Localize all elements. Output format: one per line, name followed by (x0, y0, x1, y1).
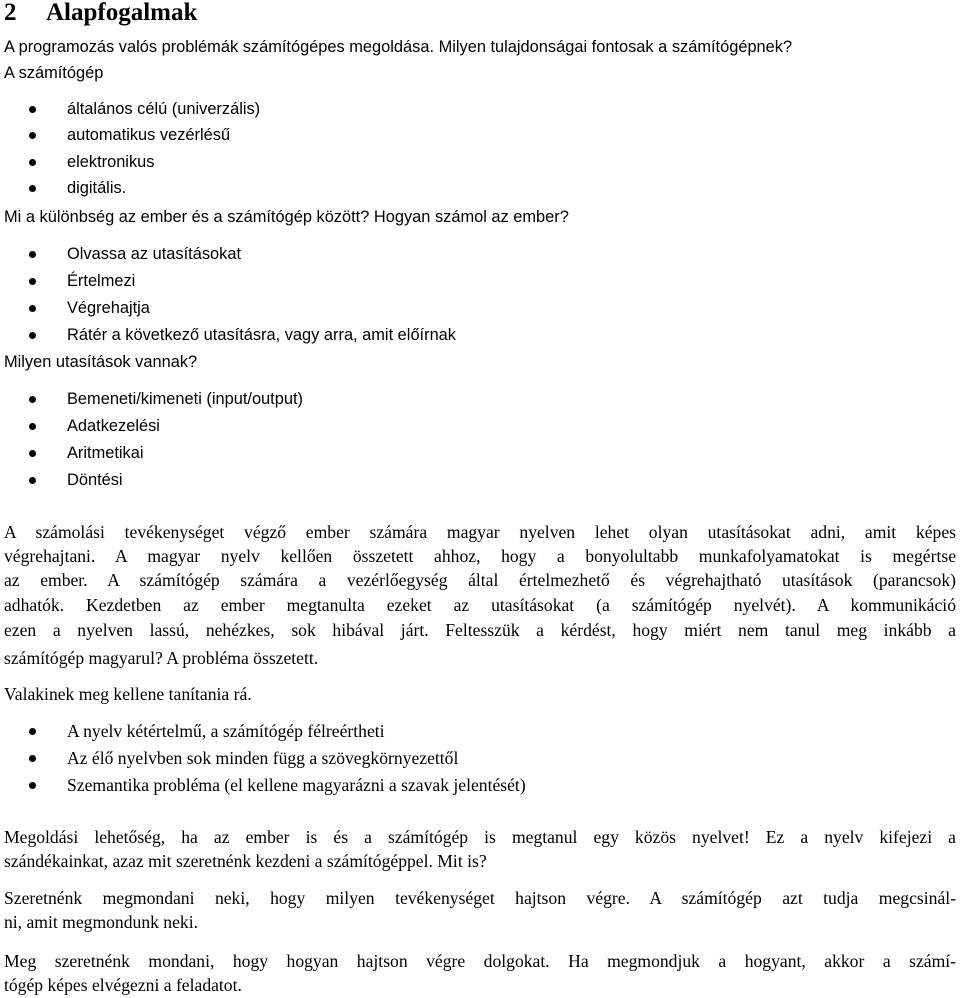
paragraph-line: ni, amit megmondunk neki. (4, 912, 198, 932)
intro-line: A számítógép (4, 64, 104, 82)
document-page: 2 Alapfogalmak A programozás valós problémák számítógépes megoldása. Milyen tulajdonságai fontosak a számítógépnek? A számítógép általános célú (univerzális) automatikus vezérlésű elektronikus digitális. Mi a különbség az ember és a számítógép között? Hogyan számol az ember? Olvassa az utasításokat Értelmezi Végrehajtja Rátér a következő utasításra, vagy arra, amit előírnak Milyen utasítások vannak? Bemeneti/kimeneti (input/output) Adatkezelési Aritmetikai Döntési A számolási tevékenységet végző ember számára magyar nyelven lehet olyan utasításokat adni, amit képes végrehajtani. A magyar nyelv kellően összetett ahhoz, hogy a bonyolultabb munkafolyamatokat is megértse az ember. A számítógép számára a vezérlőegység által értelmezhető és végrehajtható utasítások (parancsok) adhatók. Kezdetben az ember megtanulta ezeket az utasításokat (a számítógép nyelvét). A kommunikáció ezen a nyelven lassú, nehézkes, sok hibával járt. Feltesszük a kérdést, hogy miért nem tanul meg inkább a számítógép magyarul? A probléma összetett. Valakinek meg kellene tanítania rá. A nyelv kétértelmű, a számítógép félreértheti Az élő nyelvben sok minden függ a szövegkörnyezettől Szemantika probléma (el kellene magyarázni a szavak jelentését) Megoldási lehetőség, ha az ember is és a számítógép is megtanul egy közös nyelvet! Ez a nyelv kifejezi a szándékainkat, azaz mit szeretnénk kezdeni a számítógéppel. Mit is? Szeretnénk megmondani neki, hogy milyen tevékenységet hajtson végre. A számítógép azt tudja megcsinál- ni, amit megmondunk neki. Meg szeretnénk mondani, hogy hogyan hajtson végre dolgokat. Ha megmondjuk a hogyant, akkor a számí- tógép képes elvégezni a feladatot. (4, 0, 956, 995)
paragraph-line: szándékainkat, azaz mit szeretnénk kezdeni a számítógéppel. Mit is? (4, 851, 487, 871)
paragraph-line: tógép képes elvégezni a feladatot. (4, 975, 242, 995)
bullet-icon (29, 132, 36, 139)
bullet-icon (29, 305, 36, 312)
bullet-icon (29, 278, 36, 285)
teaching-sentence: Valakinek meg kellene tanítania rá. (4, 684, 252, 704)
paragraph-line: adhatók. Kezdetben az ember megtanulta ezeket az utasításokat (a számítógép nyelvét). A kommunikáció (4, 595, 956, 615)
bullet-icon (29, 396, 36, 403)
bullet-icon (29, 477, 36, 484)
paragraph-line: Megoldási lehetőség, ha az ember is és a számítógép is megtanul egy közös nyelvet! Ez a nyelv kifejezi a (4, 827, 956, 847)
bullet-icon (29, 185, 36, 192)
bullet-icon (29, 332, 36, 339)
paragraph-line: A számolási tevékenységet végző ember számára magyar nyelven lehet olyan utasításokat adni, amit képes (4, 522, 956, 542)
section-title: Alapfogalmak (46, 0, 198, 26)
paragraph-line: végrehajtani. A magyar nyelv kellően összetett ahhoz, hogy a bonyolultabb munkafolyamatokat is megértse (4, 546, 956, 566)
section-heading (4, 0, 197, 28)
bullet-icon (29, 450, 36, 457)
difference-question: Mi a különbség az ember és a számítógép között? Hogyan számol az ember? (4, 208, 569, 226)
intro-line: A programozás valós problémák számítógépes megoldása. Milyen tulajdonságai fontosak a számítógépnek? (4, 38, 793, 56)
bullet-icon (29, 423, 36, 430)
instruction-types-question: Milyen utasítások vannak? (4, 353, 198, 371)
section-number: 2 (4, 0, 17, 26)
bullet-icon (29, 728, 36, 735)
bullet-icon (29, 782, 36, 789)
paragraph-line: Szeretnénk megmondani neki, hogy milyen tevékenységet hajtson végre. A számítógép azt tudja megcsinál- (4, 888, 956, 908)
bullet-icon (29, 159, 36, 166)
bullet-icon (29, 106, 36, 113)
bullet-icon (29, 251, 36, 258)
paragraph-line: ezen a nyelven lassú, nehézkes, sok hibával járt. Feltesszük a kérdést, hogy miért nem tanul meg inkább a (4, 620, 956, 640)
paragraph-line: számítógép magyarul? A probléma összetett. (4, 648, 319, 668)
bullet-icon (29, 755, 36, 762)
paragraph-line: az ember. A számítógép számára a vezérlőegység által értelmezhető és végrehajtható utasítások (parancsok) (4, 570, 956, 590)
paragraph-line: Meg szeretnénk mondani, hogy hogyan hajtson végre dolgokat. Ha megmondjuk a hogyant, akkor a számí- (4, 951, 956, 971)
